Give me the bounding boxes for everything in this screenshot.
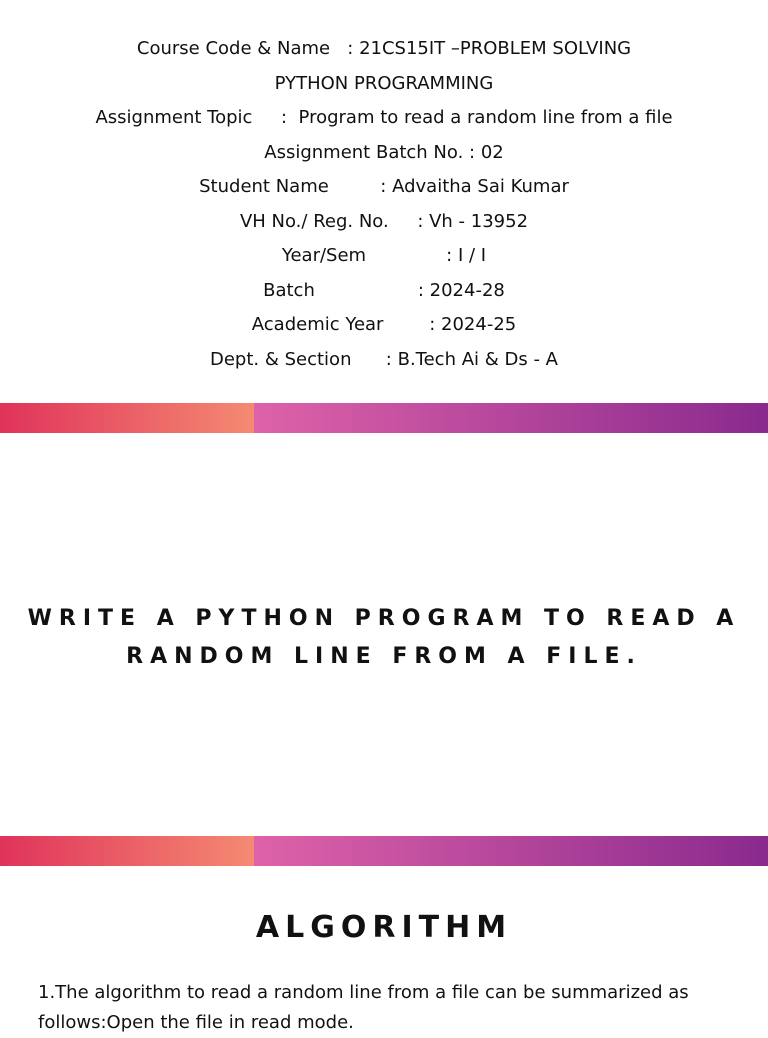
course-code-line: Course Code & Name : 21CS15IT –PROBLEM SOLVING [136, 38, 632, 59]
course-name-line: PYTHON PROGRAMMING [274, 72, 494, 94]
assignment-batch-line: Assignment Batch No. : 02 [264, 141, 504, 163]
algorithm-text: 1.The algorithm to read a random line from a file can be summarized as follows:Open the file in read mode. [38, 982, 689, 1033]
slide-title-line-1: WRITE A PYTHON PROGRAM TO READ A [27, 606, 741, 631]
batch-line: Batch : 2024-28 [263, 279, 505, 301]
gradient-band-left-segment [0, 836, 254, 866]
slide-title [0, 600, 768, 676]
gradient-band-bottom [0, 836, 768, 866]
gradient-band-left-segment [0, 403, 254, 433]
gradient-band-right-segment [254, 836, 768, 866]
slide-title-line-2: RANDOM LINE FROM A FILE. [126, 644, 642, 669]
year-sem-line: Year/Sem : I / I [281, 245, 487, 266]
algorithm-heading: ALGORITHM [255, 910, 513, 945]
gradient-band-right-segment [254, 403, 768, 433]
reg-no-line: VH No./ Reg. No. : Vh - 13952 [239, 210, 529, 232]
assignment-header [0, 32, 768, 377]
assignment-topic-line: Assignment Topic : Program to read a random line from a file [95, 107, 673, 128]
academic-year-line: Academic Year : 2024-25 [251, 314, 517, 335]
dept-section-line: Dept. & Section : B.Tech Ai & Ds - A [209, 348, 558, 370]
student-name-line: Student Name : Advaitha Sai Kumar [199, 176, 569, 197]
gradient-band-top [0, 403, 768, 433]
